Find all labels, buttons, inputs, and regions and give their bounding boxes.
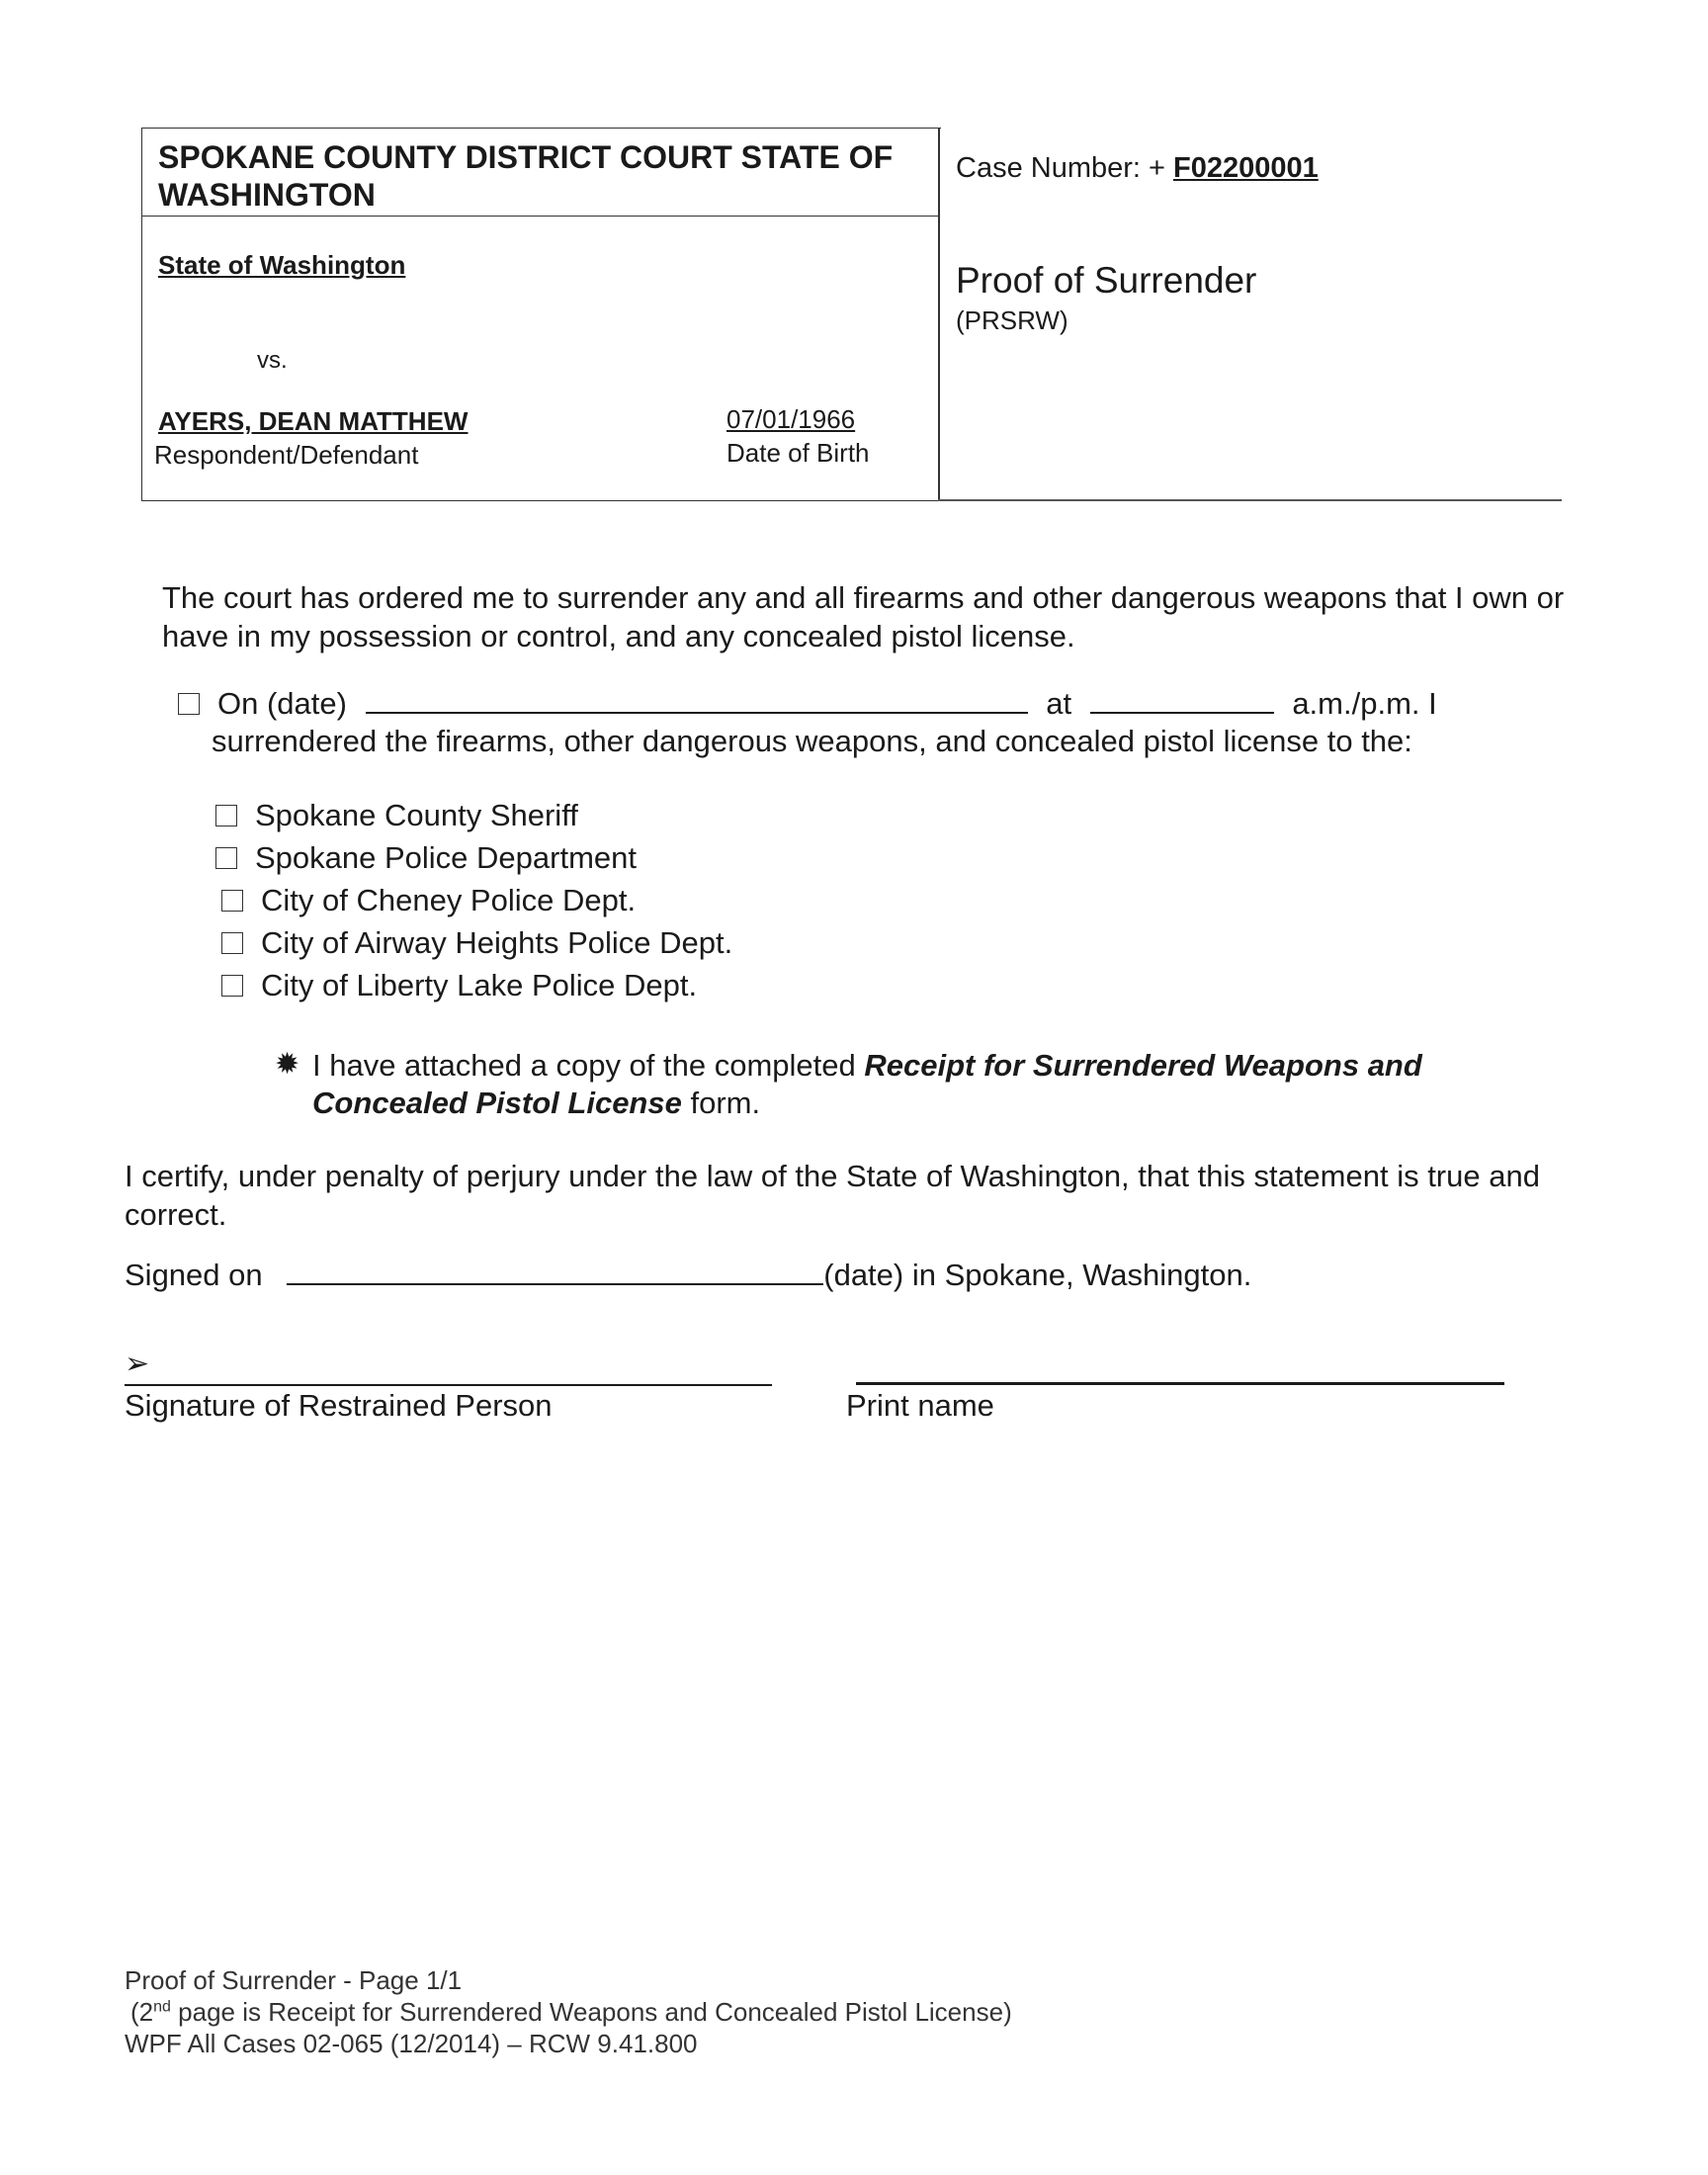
agency-label: Spokane County Sheriff bbox=[255, 798, 578, 832]
agency-checkbox[interactable] bbox=[215, 847, 237, 869]
agency-label: City of Airway Heights Police Dept. bbox=[261, 925, 733, 960]
agency-label: Spokane Police Department bbox=[255, 840, 638, 875]
footer-note-sup: nd bbox=[153, 1998, 171, 2016]
ampm-label: a.m./p.m. I bbox=[1292, 686, 1437, 721]
page-title: Proof of Surrender bbox=[956, 260, 1257, 301]
caption-divider bbox=[938, 128, 940, 501]
attachment-statement bbox=[312, 1047, 1578, 1122]
plaintiff-name: State of Washington bbox=[158, 250, 406, 280]
signed-date-field[interactable] bbox=[287, 1254, 823, 1285]
form-code: (PRSRW) bbox=[956, 305, 1068, 335]
signature-field[interactable] bbox=[125, 1384, 772, 1386]
case-number-value: F02200001 bbox=[1173, 152, 1319, 184]
signature-label: Signature of Restrained Person bbox=[125, 1388, 553, 1423]
agency-checkbox[interactable] bbox=[215, 805, 237, 826]
attachment-suffix: form. bbox=[681, 1086, 761, 1120]
surrendered-text: surrendered the firearms, other dangerous weapons, and concealed pistol license to the: bbox=[212, 724, 1412, 758]
at-label: at bbox=[1046, 686, 1072, 721]
footer-note-text: page is Receipt for Surrendered Weapons and Concealed Pistol License) bbox=[170, 1997, 1012, 2027]
agency-option[interactable] bbox=[221, 968, 697, 1003]
intro-paragraph: The court has ordered me to surrender any and all firearms and other dangerous weapons that I own or have in my possession or control, and any concealed pistol license. bbox=[162, 580, 1565, 653]
agency-option[interactable] bbox=[221, 925, 732, 961]
surrender-date-line bbox=[178, 682, 1437, 723]
footer-page-info: Proof of Surrender - Page 1/1 bbox=[125, 1965, 463, 1995]
print-name-label: Print name bbox=[846, 1388, 994, 1423]
date-of-birth-label: Date of Birth bbox=[726, 438, 870, 468]
bullet-icon: ✹ bbox=[275, 1048, 300, 1081]
signed-on-label: Signed on bbox=[125, 1258, 263, 1292]
agency-option[interactable] bbox=[215, 840, 637, 876]
footer-form-id: WPF All Cases 02-065 (12/2014) – RCW 9.41.800 bbox=[125, 2029, 698, 2058]
defendant-role: Respondent/Defendant bbox=[154, 440, 419, 470]
agency-label: City of Liberty Lake Police Dept. bbox=[261, 968, 698, 1002]
surrender-date-field[interactable] bbox=[366, 682, 1028, 714]
agency-label: City of Cheney Police Dept. bbox=[261, 883, 637, 917]
date-of-birth: 07/01/1966 bbox=[726, 404, 856, 434]
signed-on-line bbox=[125, 1254, 1251, 1294]
print-name-field[interactable] bbox=[856, 1382, 1504, 1385]
defendant-name: AYERS, DEAN MATTHEW bbox=[158, 406, 469, 436]
attachment-form-name: Receipt for Surrendered Weapons and Concealed Pistol License bbox=[312, 1048, 1422, 1120]
certification-statement: I certify, under penalty of perjury under the law of the State of Washington, that this statement is true and correct. bbox=[125, 1159, 1540, 1232]
agency-checkbox[interactable] bbox=[221, 932, 243, 954]
court-title: SPOKANE COUNTY DISTRICT COURT STATE OF WASHINGTON bbox=[158, 139, 894, 213]
surrender-time-field[interactable] bbox=[1090, 682, 1274, 714]
agency-option[interactable] bbox=[221, 883, 636, 918]
footer-note bbox=[130, 1997, 1012, 2028]
agency-checkbox[interactable] bbox=[221, 890, 243, 912]
signed-location: (date) in Spokane, Washington. bbox=[823, 1258, 1252, 1292]
agency-option[interactable] bbox=[215, 798, 578, 833]
case-number bbox=[956, 152, 1319, 185]
versus-label: vs. bbox=[257, 347, 288, 374]
agency-checkbox[interactable] bbox=[221, 975, 243, 997]
arrow-icon: ➢ bbox=[125, 1348, 150, 1380]
case-number-label: Case Number: + bbox=[956, 152, 1174, 184]
attachment-prefix: I have attached a copy of the completed bbox=[312, 1048, 865, 1083]
footer-note-num: (2 bbox=[130, 1997, 154, 2027]
surrender-checkbox[interactable] bbox=[178, 693, 200, 715]
on-date-label: On (date) bbox=[217, 686, 347, 721]
caption-bottom-rule bbox=[938, 499, 1562, 501]
